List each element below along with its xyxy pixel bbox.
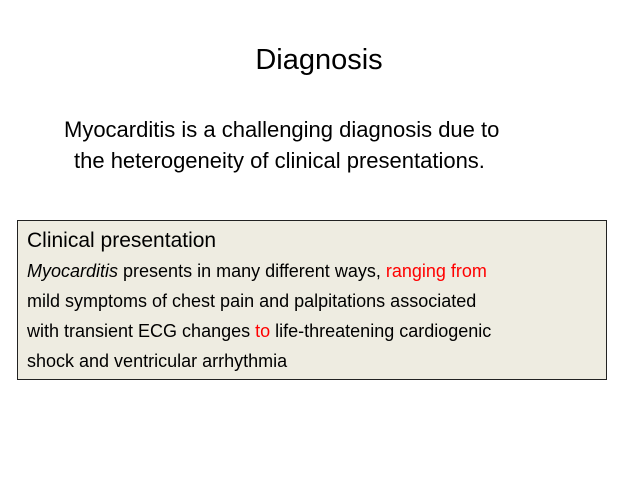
intro-text bbox=[64, 114, 604, 176]
slide-title: Diagnosis bbox=[255, 44, 383, 76]
box-line-3 bbox=[27, 316, 606, 346]
box-body bbox=[27, 256, 606, 376]
box-line-3-text-a: with transient ECG changes bbox=[27, 321, 256, 341]
intro-line-2: the heterogeneity of clinical presentations. bbox=[74, 148, 485, 173]
clinical-presentation-box bbox=[17, 220, 607, 380]
myocarditis-term: Myocarditis bbox=[27, 261, 119, 281]
to-highlight: to bbox=[255, 321, 271, 341]
box-heading: Clinical presentation bbox=[27, 229, 217, 252]
intro-line-1: Myocarditis is a challenging diagnosis due to bbox=[64, 117, 500, 142]
box-line-4: shock and ventricular arrhythmia bbox=[27, 351, 288, 371]
box-line-3-text-b: life-threatening cardiogenic bbox=[270, 321, 492, 341]
box-line-1-text: presents in many different ways, bbox=[118, 261, 386, 281]
box-line-2: mild symptoms of chest pain and palpitations associated bbox=[27, 291, 477, 311]
ranging-from-highlight: ranging from bbox=[385, 261, 487, 281]
box-line-1 bbox=[27, 256, 606, 286]
